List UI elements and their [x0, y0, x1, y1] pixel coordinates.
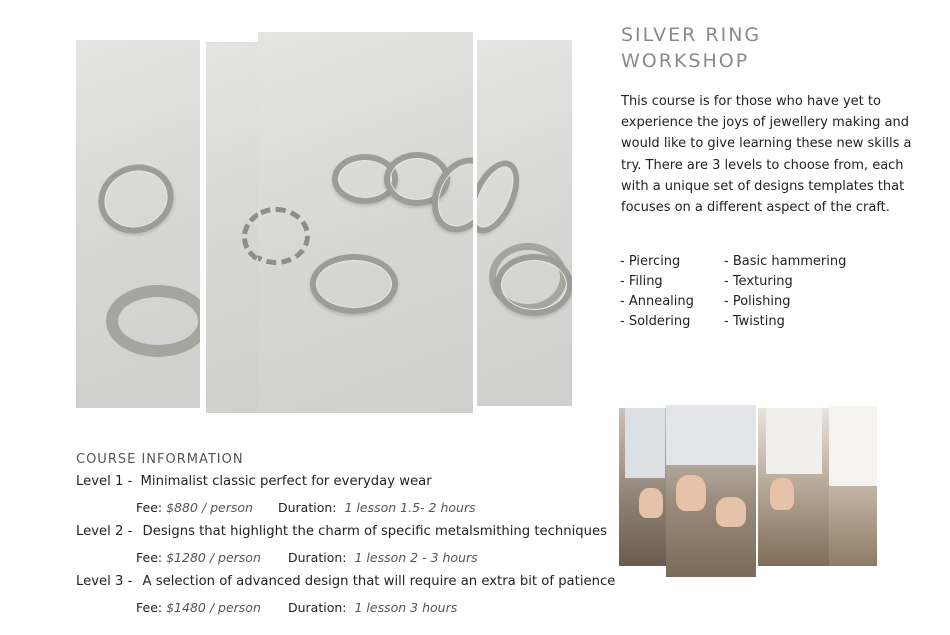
- shirt-image: [766, 408, 822, 474]
- level-1-name: Level 1 -: [76, 474, 133, 489]
- level-3-text: A selection of advanced design that will require an extra bit of patience: [142, 574, 616, 589]
- level-3-duration: [288, 600, 457, 615]
- page-title: [621, 22, 761, 74]
- ring-image: [495, 254, 572, 316]
- level-1-duration: [278, 500, 476, 515]
- level-2-name: Level 2 -: [76, 524, 133, 539]
- level-1-duration-value: 1 lesson 1.5- 2 hours: [344, 500, 476, 515]
- ring-image: [477, 153, 530, 241]
- level-1-row: [76, 474, 432, 489]
- level-2-row: [76, 524, 607, 539]
- level-1-text: Minimalist classic perfect for everyday wear: [140, 474, 432, 489]
- title-line-2: WORKSHOP: [621, 50, 750, 72]
- photo-strip-3: [258, 32, 473, 413]
- level-2-duration-value: 1 lesson 2 - 3 hours: [354, 550, 478, 565]
- level-2-duration: [288, 550, 478, 565]
- ring-image: [258, 207, 310, 265]
- level-3-fee: [136, 600, 261, 615]
- skill-item: - Basic hammering: [724, 254, 847, 269]
- ring-image: [106, 285, 200, 357]
- skill-item: - Soldering: [620, 314, 691, 329]
- fee-label: Fee:: [136, 550, 163, 565]
- workshop-photo-strip-2: [666, 405, 756, 577]
- ring-image: [310, 254, 398, 314]
- skills-list-column-2: [724, 252, 846, 332]
- shirt-image: [829, 406, 877, 486]
- ring-image: [242, 207, 258, 267]
- skill-item: - Polishing: [724, 294, 791, 309]
- duration-label: Duration:: [288, 600, 347, 615]
- ring-image: [89, 154, 184, 244]
- course-info-heading: COURSE INFORMATION: [76, 452, 244, 467]
- level-3-duration-value: 1 lesson 3 hours: [354, 600, 458, 615]
- skill-item: - Piercing: [620, 254, 681, 269]
- level-3-name: Level 3 -: [76, 574, 133, 589]
- duration-label: Duration:: [288, 550, 347, 565]
- level-3-row: [76, 574, 615, 589]
- hand-image: [770, 478, 794, 510]
- level-3-fee-value: $1480 / person: [166, 600, 261, 615]
- photo-strip-2: [206, 42, 258, 413]
- photo-strip-4: [477, 40, 572, 406]
- duration-label: Duration:: [278, 500, 337, 515]
- skill-item: - Twisting: [724, 314, 785, 329]
- skill-item: - Texturing: [724, 274, 793, 289]
- shirt-image: [666, 405, 756, 465]
- course-description: This course is for those who have yet to experience the joys of jewellery making and would like to give learning these new skills a try. There are 3 levels to choose from, each with a unique set of designs templates that focuses on a different aspect of the craft.: [621, 94, 912, 216]
- workshop-photo-strip-4: [829, 406, 877, 566]
- level-2-text: Designs that highlight the charm of specific metalsmithing techniques: [142, 524, 607, 539]
- level-1-fee-value: $880 / person: [166, 500, 253, 515]
- skills-list-column-1: [620, 252, 694, 332]
- level-2-fee-value: $1280 / person: [166, 550, 261, 565]
- level-1-fee: [136, 500, 253, 515]
- hand-image: [639, 488, 663, 518]
- shirt-image: [625, 408, 665, 478]
- title-line-1: SILVER RING: [621, 24, 762, 46]
- fee-label: Fee:: [136, 500, 163, 515]
- workshop-photo-strip-3: [758, 408, 830, 566]
- hand-image: [676, 475, 706, 511]
- level-2-fee: [136, 550, 261, 565]
- photo-strip-1: [76, 40, 200, 408]
- fee-label: Fee:: [136, 600, 163, 615]
- skill-item: - Annealing: [620, 294, 694, 309]
- hand-image: [716, 497, 746, 527]
- skill-item: - Filing: [620, 274, 663, 289]
- workshop-photo-strip-1: [619, 408, 667, 566]
